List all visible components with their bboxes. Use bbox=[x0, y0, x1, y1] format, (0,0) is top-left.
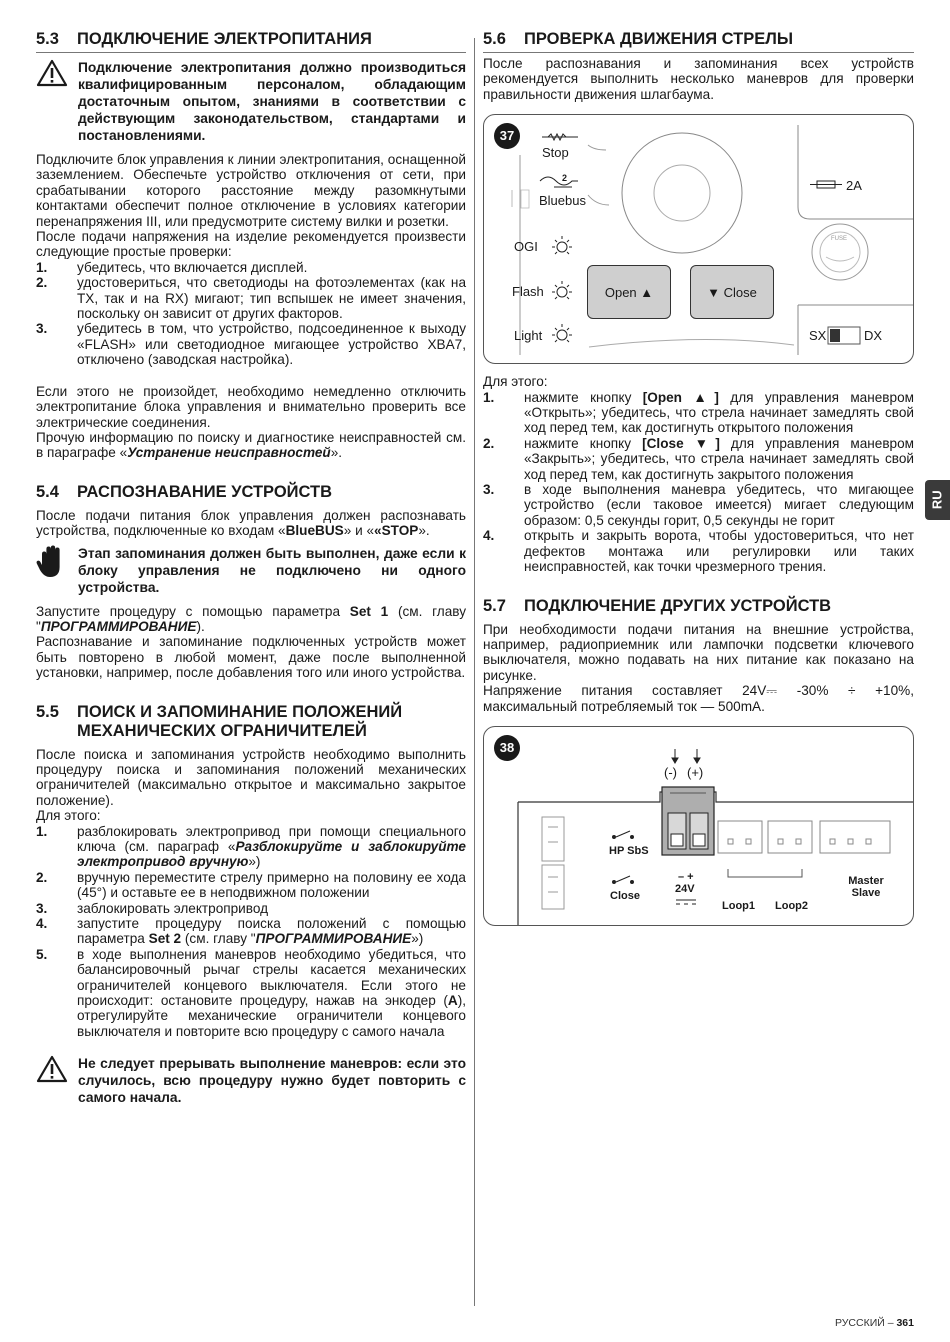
paragraph: При необходимости подачи питания на внешние устройства, например, радиоприемник или лампочки подсветки ключевого выключателя, можно подавать на них питание как показано на рисунке. bbox=[483, 621, 914, 683]
ogi-lamp-icon bbox=[552, 236, 572, 254]
list-item: 1. разблокировать электропривод при помощи специального ключа (см. параграф «Разблокируйте и заблокируйте электропривод вручную») bbox=[36, 823, 466, 870]
link-troubleshooting[interactable]: Устранение неисправностей bbox=[127, 445, 331, 461]
minus-label: (-) bbox=[664, 764, 677, 780]
list-item: 2. нажмите кнопку [Close ▼] для управления маневром «Закрыть»; убедитесь, что стрела начинает замедлять свой ход перед тем, как достигнуть закрытого положения bbox=[483, 435, 915, 482]
note-text: Этап запоминания должен быть выполнен, даже если к блоку управления не подключено ни одного устройства. bbox=[78, 545, 466, 595]
flash-label: Flash bbox=[512, 284, 544, 300]
stop-label: Stop bbox=[542, 145, 569, 161]
bluebus-icon bbox=[540, 177, 578, 187]
list-item: 3. убедитесь в том, что устройство, подсоединенное к выходу «FLASH» или светодиодное мигающее устройство XBA7, отключено (заводская настройка). bbox=[36, 321, 466, 368]
ogi-label: OGI bbox=[514, 239, 538, 255]
bluebus-label: Bluebus bbox=[539, 193, 586, 209]
fuse-symbol-icon bbox=[810, 181, 842, 188]
polarity-label: – + bbox=[678, 870, 694, 883]
link-unlock-manual[interactable]: Разблокируйте и заблокируйте электропривод вручную bbox=[77, 839, 466, 870]
master-label: Master bbox=[848, 874, 884, 887]
paragraph: Распознавание и запоминание подключенных устройств может быть повторено в любой момент, даже после выполненной установки, например, после добавления того или иного устройства. bbox=[36, 634, 466, 681]
warning-text: Подключение электропитания должно производиться квалифицированным персоналом, обладающим достаточным опытом, знаниями в соответствии с действующим законодательством, стандартами и постановлениями. bbox=[78, 60, 466, 143]
sx-label: SX bbox=[809, 328, 827, 344]
paragraph: После подачи питания блок управления должен распознавать устройства, подключенные ко входам «BlueBUS» и ««STOP». bbox=[36, 507, 466, 539]
list-item: 4. запустите процедуру поиска положений с помощью параметра Set 2 (см. главу "ПРОГРАММИРОВАНИЕ») bbox=[36, 916, 466, 947]
paragraph: После распознавания и запоминания всех устройств рекомендуется выполнить несколько маневров для проверки правильности движения шлагбаума. bbox=[483, 56, 914, 102]
bluebus-superscript: 2 bbox=[562, 173, 568, 184]
open-button[interactable]: Open ▲ bbox=[587, 265, 671, 319]
left-terminal-block bbox=[542, 817, 564, 909]
section-heading: 5.5 ПОИСК И ЗАПОМИНАНИЕ ПОЛОЖЕНИЙ МЕХАНИЧЕСКИХ ОГРАНИЧИТЕЛЕЙ bbox=[36, 702, 403, 740]
steps-list bbox=[483, 390, 914, 575]
language-tab: RU bbox=[925, 480, 950, 520]
list-item: 2. вручную переместите стрелу примерно на половину ее хода (45°) и оставьте ее в неподвижном положении bbox=[36, 869, 466, 901]
warning-box bbox=[36, 59, 466, 144]
section-5-4 bbox=[36, 483, 466, 681]
warning-triangle-icon bbox=[36, 59, 78, 144]
plus-label: (+) bbox=[687, 764, 704, 780]
hp-sbs-label: HP SbS bbox=[609, 844, 649, 857]
link-programming[interactable]: ПРОГРАММИРОВАНИЕ bbox=[255, 931, 412, 947]
steps-list bbox=[36, 260, 466, 368]
figure-37 bbox=[483, 114, 914, 364]
figure-number-badge: 37 bbox=[494, 123, 520, 149]
section-5-7 bbox=[483, 597, 914, 926]
section-5-3 bbox=[36, 30, 466, 461]
stop-contact-icon bbox=[542, 134, 578, 140]
section-5-6 bbox=[483, 30, 914, 575]
warning-box bbox=[36, 1055, 466, 1106]
voltage-label: 24V bbox=[675, 882, 695, 895]
flash-lamp-icon bbox=[552, 281, 572, 299]
paragraph: Напряжение питания составляет 24V⎓ -30% ÷ +10%, максимальный потребляемый ток — 500mA. bbox=[483, 683, 914, 714]
list-item: 5. в ходе выполнения маневров необходимо убедиться, что балансировочный рычаг стрелы касается механических ограничителей концевого выключателя. Если этого не происходит: остановите процедуру, нажав на энкодер (A), отрегулируйте механические ограничители концевого выключателя и повторите всю процедуру с самого начала bbox=[36, 946, 466, 1039]
left-column bbox=[36, 30, 466, 1114]
page-footer: РУССКИЙ – 361 bbox=[834, 1317, 914, 1329]
list-item: 1. нажмите кнопку [Open ▲] для управления маневром «Открыть»; убедитесь, что стрела начинает замедлять свой ход перед тем, как достигнуть открытого положения bbox=[483, 389, 914, 436]
fuse-rating-label: 2A bbox=[846, 178, 862, 194]
list-item: 2. удостовериться, что светодиоды на фотоэлементах (как на TX, так и на RX) мигают; тип вспышек не имеет значения, поскольку он зависит от других факторов. bbox=[36, 275, 466, 322]
right-column bbox=[483, 30, 914, 936]
dx-label: DX bbox=[864, 328, 883, 344]
paragraph: Прочую информацию по поиску и диагностике неисправностей см. в параграфе «Устранение неисправностей». bbox=[36, 429, 466, 461]
warning-text: Не следует прерывать выполнение маневров: если это случилось, всю процедуру нужно будет повторить с самого начала. bbox=[78, 1056, 466, 1106]
paragraph: Подключите блок управления к линии электропитания, оснащенной заземлением. Обеспечьте устройство отключения от сети, при срабатывании которого расстояние между разомкнутыми контактами обеспечит полное отключение в условиях категории перенапряжения III, или предусмотрите систему вилки и розетки. bbox=[36, 152, 466, 229]
light-label: Light bbox=[514, 328, 543, 344]
close-button[interactable]: ▼ Close bbox=[690, 265, 774, 319]
loop1-label: Loop1 bbox=[722, 899, 755, 912]
section-heading: 5.3 ПОДКЛЮЧЕНИЕ ЭЛЕКТРОПИТАНИЯ bbox=[36, 30, 466, 53]
steps-list bbox=[36, 824, 466, 1040]
paragraph: После поиска и запоминания устройств необходимо выполнить процедуру поиска и запоминания положений механических ограничителей (максимально открытое и максимально закрытое положение). bbox=[36, 746, 466, 808]
encoder-knob-icon bbox=[622, 133, 742, 253]
section-heading: 5.7 ПОДКЛЮЧЕНИЕ ДРУГИХ УСТРОЙСТВ bbox=[483, 596, 832, 615]
slave-label: Slave bbox=[851, 886, 881, 899]
list-item: 3. в ходе выполнения маневра убедитесь, что мигающее устройство (если таковое имеется) мигает следующим образом: 0,5 секунды горит, 0,5 секунды не горит bbox=[483, 482, 914, 528]
list-item: 1. убедитесь, что включается дисплей. bbox=[36, 259, 308, 275]
figure-38 bbox=[483, 726, 914, 926]
hand-stop-icon bbox=[36, 545, 78, 596]
dc-symbol-icon bbox=[676, 900, 696, 904]
section-heading: 5.6 ПРОВЕРКА ДВИЖЕНИЯ СТРЕЛЫ bbox=[483, 30, 914, 53]
loop-connectors bbox=[718, 821, 890, 853]
paragraph: После подачи напряжения на изделие рекомендуется произвести следующие простые проверки: bbox=[36, 229, 466, 260]
figure-number-badge: 38 bbox=[494, 735, 520, 761]
fuse-label: FUSE bbox=[831, 236, 848, 243]
paragraph: Если этого не произойдет, необходимо немедленно отключить электропитание блока управления и внимательно проверить все электрические соединения. bbox=[36, 383, 466, 430]
close-label: Close bbox=[610, 889, 640, 902]
column-divider bbox=[474, 38, 475, 1306]
sx-dx-switch-icon bbox=[828, 327, 860, 344]
paragraph: Для этого: bbox=[483, 374, 548, 390]
paragraph: Для этого: bbox=[36, 808, 101, 824]
list-item: 3. заблокировать электропривод bbox=[36, 900, 269, 916]
arrow-down-icon bbox=[672, 749, 700, 763]
section-5-5 bbox=[36, 703, 466, 1107]
section-heading: 5.4 РАСПОЗНАВАНИЕ УСТРОЙСТВ bbox=[36, 482, 333, 501]
light-lamp-icon bbox=[552, 324, 572, 342]
page-number: 361 bbox=[896, 1317, 914, 1329]
note-box bbox=[36, 545, 466, 596]
list-item: 4. открыть и закрыть ворота, чтобы удостовериться, что нет дефектов монтажа или регулировки или таких неисправностей, как точки чрезмерного трения. bbox=[483, 528, 914, 575]
loop2-label: Loop2 bbox=[775, 899, 808, 912]
paragraph: Запустите процедуру с помощью параметра Set 1 (см. главу "ПРОГРАММИРОВАНИЕ). bbox=[36, 603, 466, 634]
power-terminal-connector bbox=[662, 787, 714, 855]
warning-triangle-icon bbox=[36, 1055, 78, 1106]
link-programming[interactable]: ПРОГРАММИРОВАНИЕ bbox=[40, 618, 197, 634]
